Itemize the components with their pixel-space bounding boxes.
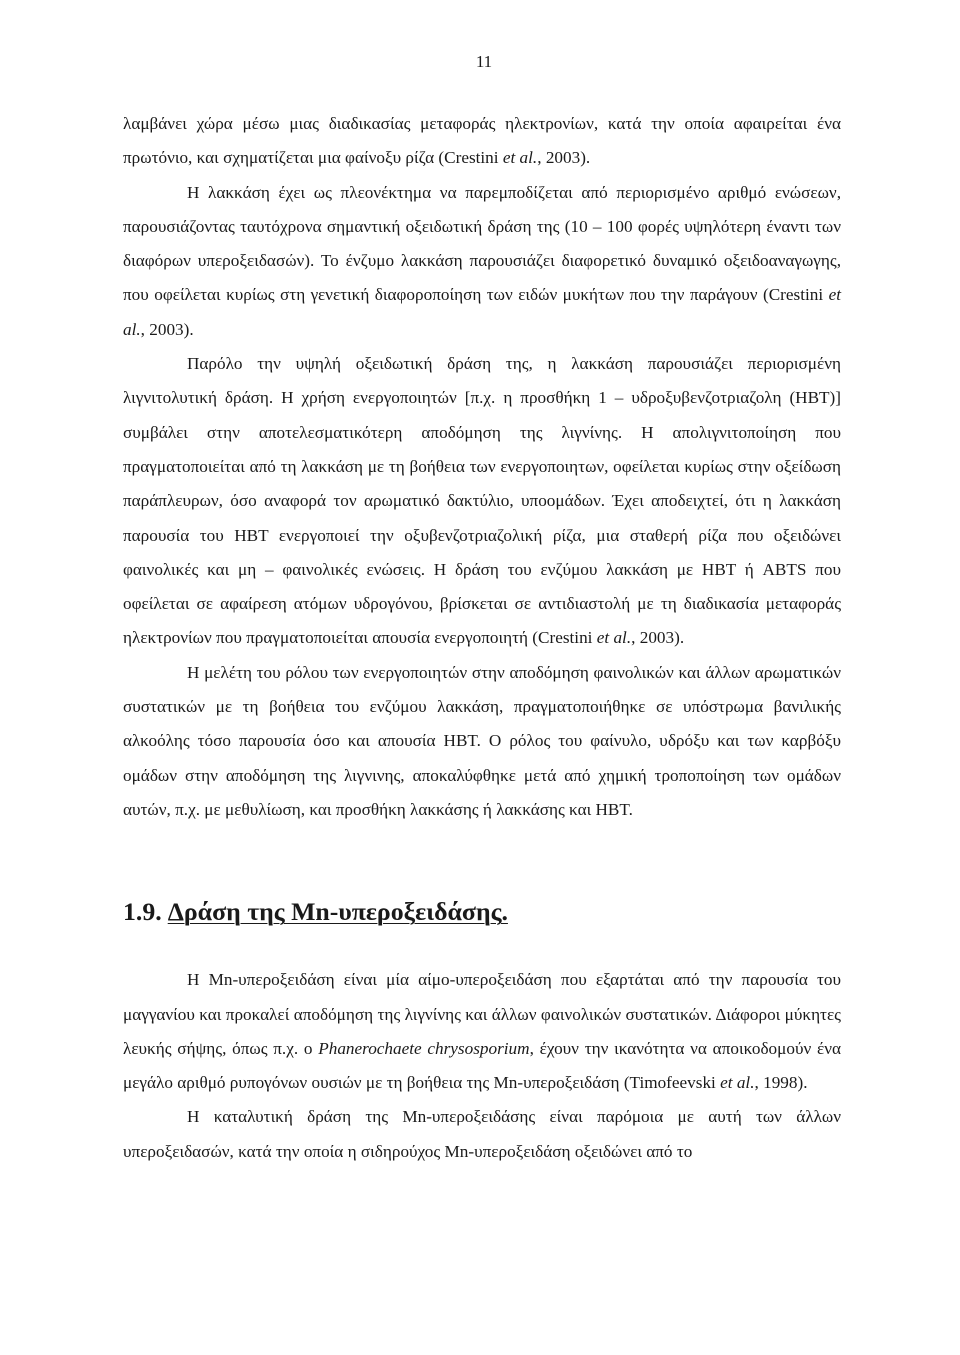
paragraph: [123, 107, 841, 176]
paragraph-text: Η λακκάση έχει ως πλεονέκτημα να παρεμποδίζεται από περιορισμένο αριθμό ενώσεων, παρουσιάζοντας ταυτόχρονα σημαντική οξειδωτική δράση της (10 – 100 φορές υψηλότερη έναντι των διαφόρων υπεροξειδασών). Το ένζυμο λακκάση παρουσιάζει διαφορετικό δυναμικό οξειδοαναγωγης, που οφείλεται κυρίως στη γενετική διαφοροποίηση των ειδών μυκήτων που την παράγουν (Crestini: [123, 182, 841, 305]
paragraph-text: Η καταλυτική δράση της Mn-υπεροξειδάσης είναι παρόμοια με αυτή των άλλων υπεροξειδασών, κατά την οποία η σιδηρούχος Mn-υπεροξειδάση οξειδώνει από το: [123, 1107, 841, 1161]
paragraph-text: , 1998).: [754, 1073, 808, 1093]
paragraph-text: λαμβάνει χώρα μέσω μιας διαδικασίας μεταφοράς ηλεκτρονίων, κατά την οποία αφαιρείται ένα πρωτόνιο, και σχηματίζεται μια φαίνοξυ ρίζα (Crestini: [123, 114, 841, 168]
paragraph-text: Η Mn-υπεροξειδάση είναι μία αίμο-υπεροξειδάση που εξαρτάται από την παρουσία του μαγγανίου και προκαλεί αποδόμηση της λιγνίνης και άλλων φαινολικών συστατικών. Διάφοροι μύκητες λευκής σήψης, όπως π.χ. ο: [123, 970, 841, 1058]
section-paragraphs: [123, 963, 841, 1169]
paragraph: [123, 176, 841, 347]
intro-paragraphs: [123, 107, 841, 827]
paragraph: [123, 963, 841, 1100]
paragraph-text: , 2003).: [631, 628, 685, 648]
paragraph-text: , 2003).: [140, 319, 194, 339]
paragraph: [123, 656, 841, 827]
italic-text: Phanerochaete chrysosporium: [318, 1038, 530, 1058]
paragraph: [123, 1100, 841, 1169]
paragraph: [123, 347, 841, 656]
italic-text: et al.: [123, 285, 841, 339]
spacer: [123, 929, 841, 963]
body-text: [123, 107, 841, 1169]
italic-text: et al.: [596, 628, 632, 648]
paragraph-text: Παρόλο την υψηλή οξειδωτική δράση της, η λακκάση παρουσιάζει περιορισμένη λιγνιτολυτική δράση. Η χρήση ενεργοποιητών [π.χ. η προσθήκη 1 – υδροξυβενζοτριαζολη (HBT)] συμβάλει στην αποτελεσματικότερη αποδόμηση της λιγνίνης. Η απολιγνιτοποίηση που πραγματοποιείται από τη λακκάση με τη βοήθεια των ενεργοποιητων, οφείλεται κυρίως στην οξείδωση παράπλευρων, όσο αναφορά τον αρωματικό δακτύλιο, υποομάδων. Έχει αποδειχτεί, ότι η λακκάση παρουσία του HBT ενεργοποιεί την οξυβενζοτριαζολική ρίζα, μια σταθερή ρίζα που οξειδώνει φαινολικές και μη – φαινολικές ενώσεις. Η δράση του ενζύμου λακκάση με HBT ή ABTS που οφείλεται σε αφαίρεση ατόμων υδρογόνου, βρίσκεται σε αντιδιαστολή με τη διαδικασία μεταφοράς ηλεκτρονίων που πραγματοποιείται απουσία ενεργοποιητή (Crestini: [123, 354, 841, 648]
italic-text: et al.: [720, 1073, 755, 1093]
section-number: 1.9.: [123, 897, 162, 927]
italic-text: et al.: [502, 148, 538, 168]
paragraph-text: , έχουν την ικανότητα να αποικοδομούν ένα μεγάλο αριθμό ρυπογόνων ουσιών με τη βοήθεια της Mn-υπεροξειδάση (Timofeevski: [123, 1038, 841, 1093]
paragraph-text: , 2003).: [537, 148, 591, 168]
spacer: [123, 827, 841, 895]
page-number: 11: [475, 52, 493, 71]
section-title: Δράση της Mn-υπεροξειδάσης.: [167, 897, 508, 927]
section-heading: [123, 895, 841, 929]
paragraph-text: Η μελέτη του ρόλου των ενεργοποιητών στην αποδόμηση φαινολικών και άλλων αρωματικών συστατικών με τη βοήθεια του ενζύμου λακκάση, πραγματοποιήθηκε σε υπόστρωμα βανιλικής αλκοόλης τόσο παρουσία όσο και απουσία HBT. Ο ρόλος του φαίνυλο, υδρόξυ και των καρβόξυ ομάδων στην αποδόμηση της λιγνινης, αποκαλύφθηκε μετά από χημική τροποποίηση των ομάδων αυτών, π.χ. με μεθυλίωση, και προσθήκη λακκάσης ή λακκάσης και HBT.: [123, 662, 841, 819]
